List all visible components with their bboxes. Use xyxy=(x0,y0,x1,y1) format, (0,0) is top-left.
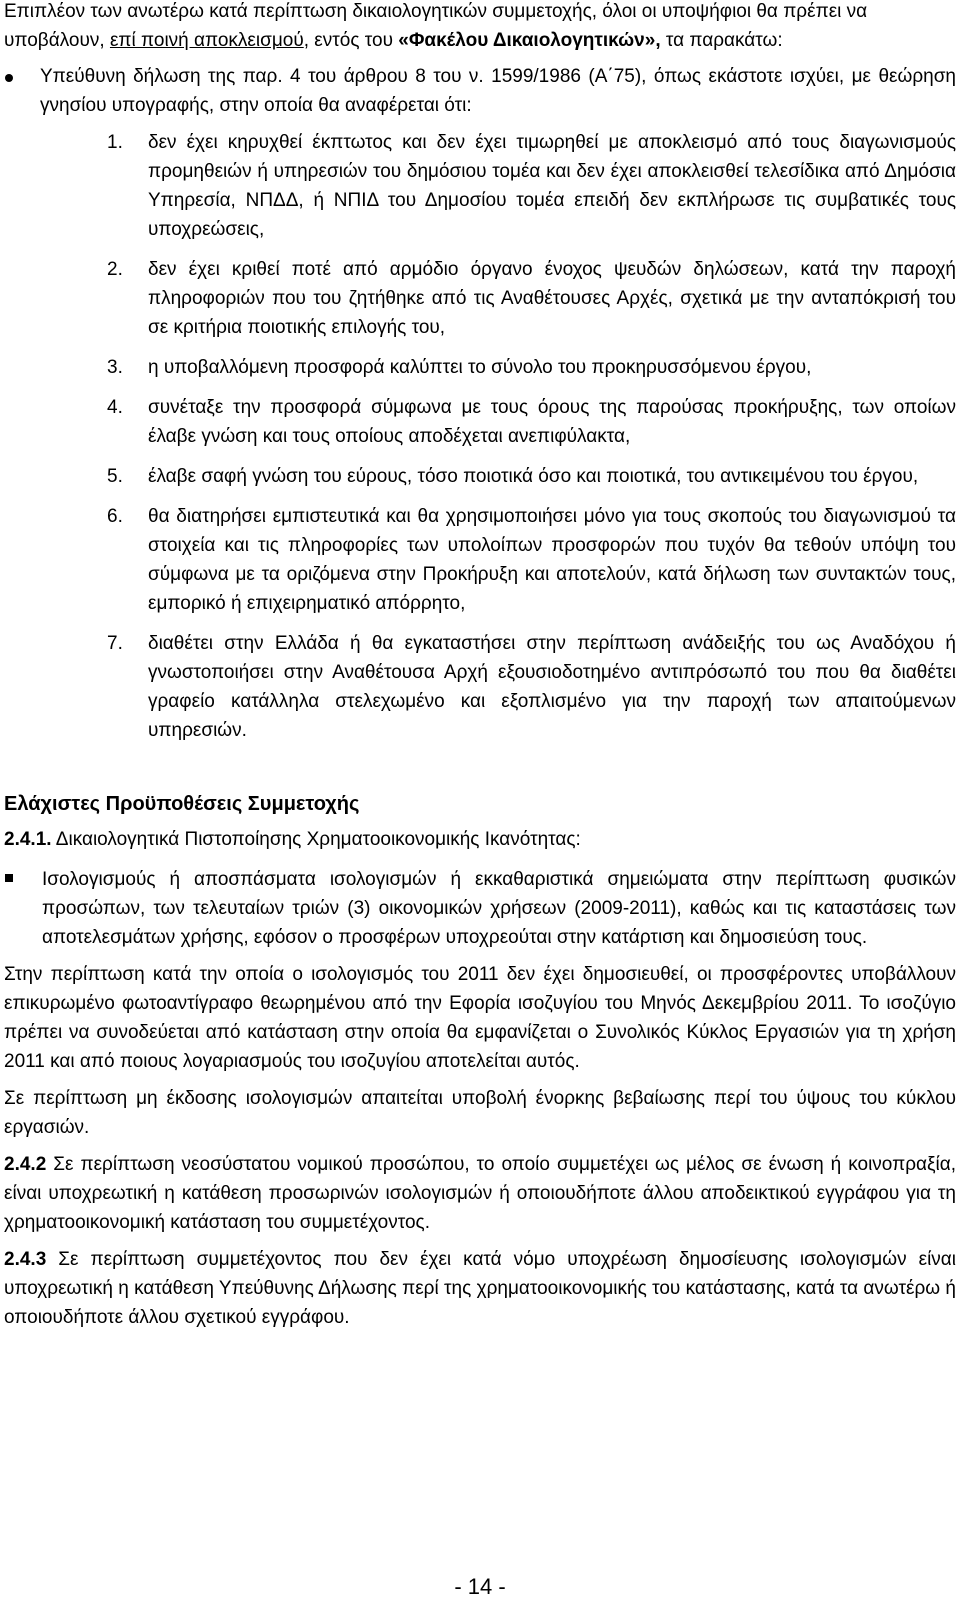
list-item-number: 1. xyxy=(107,132,123,153)
paragraph-2-4-2 xyxy=(4,1150,956,1237)
list-item-text: δεν έχει κηρυχθεί έκπτωτος και δεν έχει τιμωρηθεί με αποκλεισμό από τους διαγωνισμούς προμηθειών ή υπηρεσιών του δημόσιου τομέα και δεν έχει αποκλεισθεί τελεσίδικα από Δημόσια Υπηρεσία, ΝΠΔΔ, ή ΝΠΙΔ του Δημοσίου τομέα επειδή δεν εκπλήρωσε τις συμβατικές τους υποχρεώσεις, xyxy=(148,132,956,240)
list-item-number: 4. xyxy=(107,397,123,418)
list-item-text: δεν έχει κριθεί ποτέ από αρμόδιο όργανο ένοχος ψευδών δηλώσεων, κατά την παροχή πληροφοριών που του ζητήθηκε από τις Αναθέτουσες Αρχές, σχετικά με την ανταπόκρισή του σε κριτήρια ποιοτικής επιλογής του, xyxy=(148,259,956,338)
declaration-text: Υπεύθυνη δήλωση της παρ. 4 του άρθρου 8 του ν. 1599/1986 (Α΄75), όπως εκάστοτε ισχύει, με θεώρηση γνησίου υπογραφής, στην οποία θα αναφέρεται ότι: xyxy=(40,66,956,116)
sub-heading xyxy=(4,825,956,854)
list-item xyxy=(40,255,956,342)
list-item-number: 6. xyxy=(107,506,123,527)
declaration-list xyxy=(40,128,956,745)
list-item-text: έλαβε σαφή γνώση του εύρους, τόσο ποιοτικά όσο και ποιοτικά, του αντικειμένου του έργου, xyxy=(148,466,919,487)
declaration-bullet xyxy=(4,62,956,745)
sub-heading-text: Δικαιολογητικά Πιστοποίησης Χρηματοοικονομικής Ικανότητας: xyxy=(51,829,581,850)
paragraph-2-4-3 xyxy=(4,1245,956,1332)
list-item-number: 3. xyxy=(107,357,123,378)
page-number: - 14 - xyxy=(454,1574,506,1599)
list-item-text: διαθέτει στην Ελλάδα ή θα εγκαταστήσει στην περίπτωση ανάδειξής του ως Αναδόχου ή γνωστοποιήσει στην Αναθέτουσα Αρχή εξουσιοδοτημένο αντιπρόσωπό του που θα διαθέτει γραφείο κατάλληλα στελεχωμένο και εξοπλισμένο για την παροχή των απαιτούμενων υπηρεσιών. xyxy=(148,633,956,741)
intro-text-pre: υποβάλουν, xyxy=(4,30,110,51)
list-item-number: 7. xyxy=(107,633,123,654)
square-bullet-icon xyxy=(5,874,13,882)
list-item-text: συνέταξε την προσφορά σύμφωνα με τους όρους της παρούσας προκήρυξης, των οποίων έλαβε γνώση και τους οποίους αποδέχεται ανεπιφύλακτα, xyxy=(148,397,956,447)
list-item xyxy=(40,629,956,745)
requirement-text: Ισολογισμούς ή αποσπάσματα ισολογισμών ή εκκαθαριστικά σημειώματα στην περίπτωση φυσικών προσώπων, των τελευταίων τριών (3) οικονομικών χρήσεων (2009-2011), καθώς και τις καταστάσεις των αποτελεσμάτων χρήσης, εφόσον ο προσφέρων υποχρεούται στην κατάρτιση και δημοσιεύση τους. xyxy=(42,869,956,948)
sub-heading-number: 2.4.1. xyxy=(4,829,52,850)
paragraph-number: 2.4.3 xyxy=(4,1249,47,1270)
intro-text-post: τα παρακάτω: xyxy=(660,30,783,51)
paragraph-text: Σε περίπτωση συμμετέχοντος που δεν έχει κατά νόμο υποχρέωση δημοσίευσης ισολογισμών είναι υποχρεωτική η κατάθεση Υπεύθυνης Δήλωσης περί της χρηματοοικονομικής του κατάστασης, κατά τα ανωτέρω ή οποιουδήποτε άλλου σχετικού εγγράφου. xyxy=(4,1249,956,1328)
list-item-number: 2. xyxy=(107,259,123,280)
list-item-text: θα διατηρήσει εμπιστευτικά και θα χρησιμοποιήσει μόνο για τους σκοπούς του διαγωνισμού τα στοιχεία και τις πληροφορίες των υπολοίπων προσφορών που τυχόν θα τεθούν υπόψη του σύμφωνα με τα οριζόμενα στην Προκήρυξη και αποτελούν, κατά δήλωση των συντακτών τους, εμπορικό ή επιχειρηματικό απόρρητο, xyxy=(148,506,956,614)
paragraph-sworn-statement: Σε περίπτωση μη έκδοσης ισολογισμών απαιτείται υποβολή ένορκης βεβαίωσης περί του ύψους του κύκλου εργασιών. xyxy=(4,1088,956,1138)
list-item-number: 5. xyxy=(107,466,123,487)
list-item xyxy=(40,128,956,244)
paragraph-number: 2.4.2 xyxy=(4,1154,47,1175)
intro-underlined-text: επί ποινή αποκλεισμού xyxy=(109,30,304,51)
list-item xyxy=(40,462,956,491)
list-item-text: η υποβαλλόμενη προσφορά καλύπτει το σύνολο του προκηρυσσόμενου έργου, xyxy=(148,357,812,378)
list-item xyxy=(40,393,956,451)
intro-text-mid: , εντός του xyxy=(303,30,399,51)
paragraph-text: Σε περίπτωση νεοσύστατου νομικού προσώπου, το οποίο συμμετέχει ως μέλος σε ένωση ή κοινοπραξία, είναι υποχρεωτική η κατάθεση προσωρινών ισολογισμών ή οποιουδήποτε άλλου αποδεικτικού εγγράφου για τη χρηματοοικονομική κατάσταση του συμμετέχοντος. xyxy=(4,1154,956,1233)
paragraph-balance-sheet: Στην περίπτωση κατά την οποία ο ισολογισμός του 2011 δεν έχει δημοσιευθεί, οι προσφέροντες υποβάλλουν επικυρωμένο φωτοαντίγραφο θεωρημένου από την Εφορία ισοζυγίου του Μηνός Δεκεμβρίου 2011. Το ισοζύγιο πρέπει να συνοδεύεται από κατάσταση στην οποία θα εμφανίζεται ο Συνολικός Κύκλος Εργασιών για τη χρήση 2011 και από ποιους λογαριασμούς του ισοζυγίου αποτελείται αυτός. xyxy=(4,964,956,1072)
intro-bold-text: «Φακέλου Δικαιολογητικών», xyxy=(398,30,661,51)
intro-paragraph xyxy=(4,0,956,55)
intro-line-2 xyxy=(4,26,956,55)
intro-line-1: Επιπλέον των ανωτέρω κατά περίπτωση δικαιολογητικών συμμετοχής, όλοι οι υποψήφιοι θα πρέπει να xyxy=(4,1,868,22)
requirement-bullet xyxy=(4,865,956,952)
document-page xyxy=(4,0,956,1332)
round-bullet-icon xyxy=(5,74,13,82)
list-item xyxy=(40,353,956,382)
section-heading: Ελάχιστες Προϋποθέσεις Συμμετοχής xyxy=(4,793,360,815)
list-item xyxy=(40,502,956,618)
